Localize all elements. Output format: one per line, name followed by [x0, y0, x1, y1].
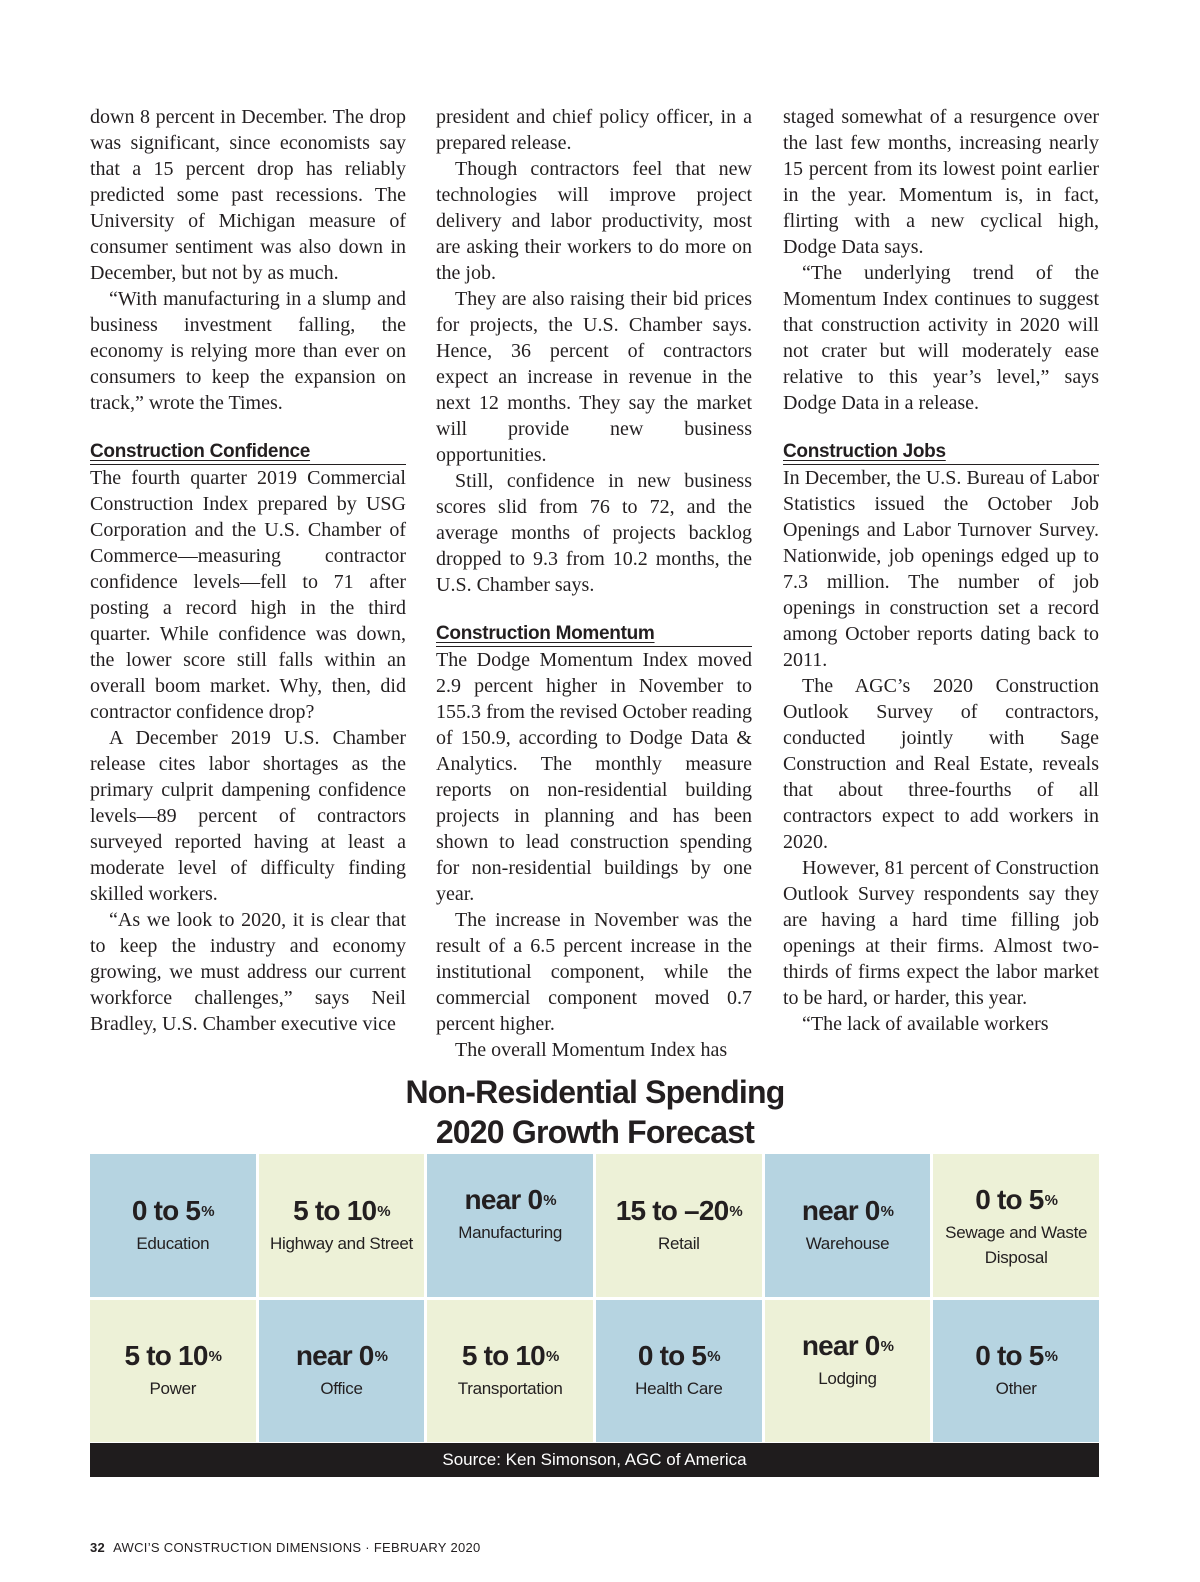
section-heading-construction-jobs: Construction Jobs [783, 440, 1099, 465]
forecast-category: Health Care [635, 1379, 723, 1399]
forecast-value: 15 to –20% [615, 1194, 742, 1226]
paragraph: The increase in November was the result of a 6.5 percent increase in the institutional component, while the commercial component moved 0.7 percent higher. [436, 909, 752, 1035]
forecast-category: Power [149, 1379, 197, 1399]
forecast-cell-retail [596, 1154, 762, 1297]
forecast-category: Education [136, 1233, 210, 1253]
forecast-cell-transportation [427, 1300, 593, 1443]
forecast-value: near 0% [464, 1184, 556, 1215]
forecast-category: Warehouse [805, 1233, 890, 1253]
paragraph: In December, the U.S. Bureau of Labor Statistics issued the October Job Openings and Labor Turnover Survey. Nationwide, job openings edged up to 7.3 million. The number of job openings in construction set a record among October reports dating back to 2011. [783, 467, 1099, 671]
paragraph: staged somewhat of a resurgence over the last few months, increasing nearly 15 percent from its lowest point earlier in the year. Momentum is, in fact, flirting with a new cyclical high, Dodge Data says. [783, 106, 1099, 258]
paragraph: “With manufacturing in a slump and business investment falling, the economy is relying more than ever on consumers to keep the expansion on track,” wrote the Times. [90, 288, 406, 414]
forecast-cell-highway-and-street [259, 1154, 425, 1297]
page-number: 32 [90, 1540, 106, 1555]
forecast-cell-health-care [596, 1300, 762, 1443]
forecast-value: 0 to 5% [131, 1194, 214, 1226]
section-heading-construction-momentum: Construction Momentum [436, 622, 752, 647]
forecast-category: Other [995, 1379, 1037, 1399]
forecast-title-line-1: Non-Residential Spending [405, 1074, 785, 1110]
forecast-value: 0 to 5% [975, 1340, 1058, 1372]
forecast-category: Sewage and Waste Disposal [945, 1223, 1088, 1267]
paragraph: down 8 percent in December. The drop was significant, since economists say that a 15 percent drop has reliably predicted some past recessions. The University of Michigan measure of consumer sentiment was also down in December, but not by as much. [90, 106, 406, 284]
paragraph: “As we look to 2020, it is clear that to keep the industry and economy growing, we must address our current workforce challenges,” says Neil Bradley, U.S. Chamber executive vice [90, 909, 406, 1035]
article-column-1 [90, 104, 406, 1037]
paragraph: The overall Momentum Index has [455, 1039, 728, 1061]
paragraph: Though contractors feel that new technologies will improve project delivery and labor productivity, most are asking their workers to do more on the job. [436, 158, 752, 284]
forecast-cell-other [933, 1300, 1099, 1443]
forecast-cell-sewage-and-waste-disposal [933, 1154, 1099, 1297]
forecast-cell-warehouse [765, 1154, 931, 1297]
forecast-category: Lodging [818, 1368, 877, 1388]
paragraph: A December 2019 U.S. Chamber release cites labor shortages as the primary culprit dampening confidence levels—89 percent of contractors surveyed reported having at least a moderate level of difficulty finding skilled workers. [90, 727, 406, 905]
forecast-value: 0 to 5% [975, 1184, 1058, 1215]
forecast-value: 0 to 5% [637, 1340, 720, 1372]
paragraph: However, 81 percent of Construction Outlook Survey respondents say they are having a hard time filling job openings at their firms. Almost two-thirds of firms expect the labor market to be hard, or harder, this year. [783, 857, 1099, 1009]
paragraph: The Dodge Momentum Index moved 2.9 percent higher in November to 155.3 from the revised October reading of 150.9, according to Dodge Data & Analytics. The monthly measure reports on non-residential building projects in planning and has been shown to lead construction spending for non-residential buildings by one year. [436, 649, 752, 905]
page-footer [90, 1540, 481, 1555]
forecast-title [0, 1072, 1190, 1152]
forecast-cell-office [259, 1300, 425, 1443]
article-column-3 [783, 104, 1099, 1037]
forecast-cell-power [90, 1300, 256, 1443]
forecast-title-line-2: 2020 Growth Forecast [435, 1114, 755, 1150]
paragraph: “The underlying trend of the Momentum Index continues to suggest that construction activity in 2020 will not crater but will moderately ease relative to this year’s level,” says Dodge Data in a release. [783, 262, 1099, 414]
paragraph: The AGC’s 2020 Construction Outlook Survey of contractors, conducted jointly with Sage Construction and Real Estate, reveals that about three-fourths of all contractors expect to add workers in 2020. [783, 675, 1099, 853]
forecast-value: near 0% [801, 1329, 894, 1361]
forecast-cell-lodging [765, 1300, 931, 1443]
forecast-category: Office [320, 1379, 363, 1399]
forecast-cell-education [90, 1154, 256, 1297]
paragraph: The fourth quarter 2019 Commercial Construction Index prepared by USG Corporation and the U.S. Chamber of Commerce—measuring contractor confidence levels—fell to 71 after posting a record high in the third quarter. While confidence was down, the lower score still falls within an overall boom market. Why, then, did contractor confidence drop? [90, 467, 406, 723]
forecast-category: Transportation [457, 1379, 563, 1399]
article-column-2 [436, 104, 752, 1063]
forecast-category: Highway and Street [270, 1233, 413, 1253]
forecast-value: 5 to 10% [461, 1340, 559, 1372]
publication-info: AWCI’S CONSTRUCTION DIMENSIONS · FEBRUARY 2020 [113, 1540, 481, 1555]
forecast-source: Source: Ken Simonson, AGC of America [90, 1443, 1099, 1477]
section-heading-construction-confidence: Construction Confidence [90, 440, 406, 465]
forecast-grid [90, 1154, 1099, 1442]
paragraph: They are also raising their bid prices for projects, the U.S. Chamber says. Hence, 36 percent of contractors expect an increase in revenue in the next 12 months. They say the market will provide new business opportunities. [436, 288, 752, 466]
paragraph: “The lack of available workers [802, 1013, 1049, 1035]
forecast-value: near 0% [801, 1194, 894, 1226]
paragraph: Still, confidence in new business scores slid from 76 to 72, and the average months of projects backlog dropped to 9.3 from 10.2 months, the U.S. Chamber says. [436, 470, 752, 596]
forecast-value: 5 to 10% [124, 1340, 222, 1372]
forecast-category: Retail [657, 1233, 700, 1253]
forecast-value: 5 to 10% [293, 1194, 390, 1226]
forecast-cell-manufacturing [427, 1154, 593, 1297]
forecast-category: Manufacturing [458, 1223, 563, 1242]
forecast-value: near 0% [295, 1340, 388, 1372]
paragraph: president and chief policy officer, in a prepared release. [436, 106, 752, 154]
